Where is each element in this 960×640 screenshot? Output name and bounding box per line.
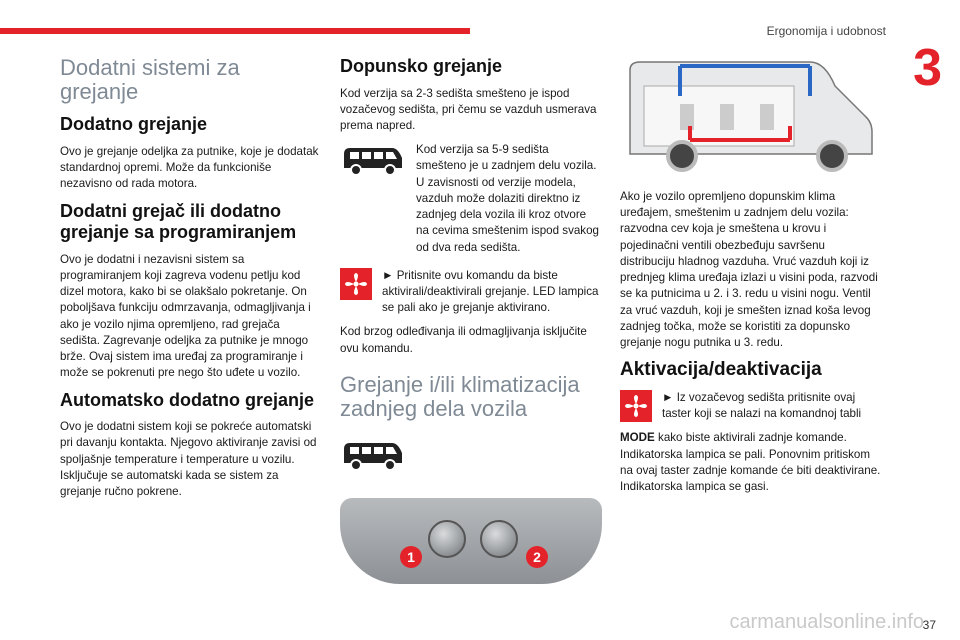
text-dodatni-grejac: Ovo je dodatni i nezavisni sistem sa programiranjem koji zagreva vodenu petlju kod dizel motora, kako bi se olakšalo pokretanje. On poboljšava funkciju odmrzavanja, odmagljivanja i ako je vozilo njima opremljeno, rad grejača sedišta. Zagrevanje odeljka za putnike je mnogo brže. Ovaj sistem ima uređaj za programiranje i može se pokrenuti pre nego što uđete u vozilo.: [60, 252, 311, 380]
rear-control-panel-image: [340, 498, 602, 584]
van-note-row: [340, 142, 602, 264]
heading-automatsko-grejanje: Automatsko dodatno grejanje: [60, 389, 315, 410]
text-verzija-5-9: Kod verzija sa 5-9 sedišta smešteno je u zadnjem delu vozila. U zavisnosti od verzije modela, vazduh može dolaziti direktno iz zadnjeg dela vozila ili kroz otvore na cevima smeštenim ispod svakog od dva reda sedišta.: [416, 143, 600, 254]
chapter-number: 3: [913, 39, 942, 97]
header-red-bar: [0, 28, 470, 34]
heading-aktivacija: Aktivacija/deaktivacija: [620, 359, 822, 381]
minibus-icon-2: [340, 437, 406, 475]
text-dopunsko-grejanje: Kod verzija sa 2-3 sedišta smešteno je ispod vozačevog sedišta, pri čemu se vazduh usmerava prema napred.: [340, 86, 597, 133]
text-aktivacija-a: ► Iz vozačevog sedišta pritisnite ovaj taster koji se nalazi na komandnoj tabli: [662, 390, 862, 421]
text-aktivacija-b-rest: kako biste aktivirali zadnje komande. Indikatorska lampica se pali. Ponovnim pritiskom na ovaj taster zadnje komande će biti deaktivirane. Indikatorska lampica se gasi.: [620, 431, 881, 494]
fan-button-row: [340, 268, 602, 325]
temperature-knob: [428, 520, 466, 558]
column-1: [60, 56, 322, 508]
page-number: 37: [922, 618, 936, 632]
text-brzo-odledjivanje: Kod brzog odleđivanja ili odmagljivanja isključite ovu komandu.: [340, 325, 587, 355]
minibus-icon: [340, 142, 406, 180]
watermark: carmanualsonline.info: [729, 611, 924, 633]
section-title-dodatni-sistemi: Dodatni sistemi za grejanje: [60, 55, 240, 105]
van-air-distribution-diagram: [620, 56, 882, 176]
text-dopunski-klima: Ako je vozilo opremljeno dopunskim klima uređajem, smeštenim u zadnjem delu vozila: razvodna cev koja je smeštena u krovu i pojedinačni ventili obezbeđuju savršenu distribuciju hladnog vazduha. Vruć vazduh koji iz prednjeg klima uređaja izlazi u visini poda, razvodi se ka putnicima u 2. i 3. redu u visini nogu. Ventil za vruć vazduh, koji je smešten iznad koša levog zadnjeg točka, može se koristiti za dopunsko grejanje nogu putnika u 3. redu.: [620, 190, 878, 349]
chapter-title: Ergonomija i udobnost: [766, 24, 886, 38]
heading-dodatni-grejac: Dodatni grejač ili dodatno grejanje sa programiranjem: [60, 200, 297, 243]
text-pritisnite-komandu: ► Pritisnite ovu komandu da biste aktivirali/deaktivirali grejanje. LED lampica se pali ako je grejanje aktivirano.: [382, 268, 599, 315]
mode-label: MODE: [620, 431, 655, 445]
callout-2: 2: [526, 546, 548, 568]
text-automatsko-grejanje: Ovo je dodatni sistem koji se pokreće automatski pri davanju kontakta. Njegovo aktiviranje zavisi od spoljašnje temperature i temperature u vozilu. Isključuje se automatski kada se sistem za grejanje ručno pokrene.: [60, 420, 317, 499]
section-title-grejanje-zadnjeg: Grejanje i/ili klimatizacija zadnjeg dela vozila: [340, 371, 580, 422]
text-aktivacija-b: [620, 430, 882, 495]
callout-1: 1: [400, 546, 422, 568]
heading-dodatno-grejanje: Dodatno grejanje: [60, 114, 208, 135]
fan-speed-knob: [480, 520, 518, 558]
text-dodatno-grejanje: Ovo je grejanje odeljka za putnike, koje je dodatak standardnoj opremi. Može da funkcioniše nezavisno od rada motora.: [60, 144, 319, 191]
column-2: [340, 56, 602, 584]
fan-button-icon-2: [620, 390, 652, 422]
heading-dopunsko-grejanje: Dopunsko grejanje: [340, 56, 503, 76]
fan-button-icon: [340, 268, 372, 300]
column-3: [620, 56, 882, 503]
mode-button-row: [620, 390, 882, 430]
